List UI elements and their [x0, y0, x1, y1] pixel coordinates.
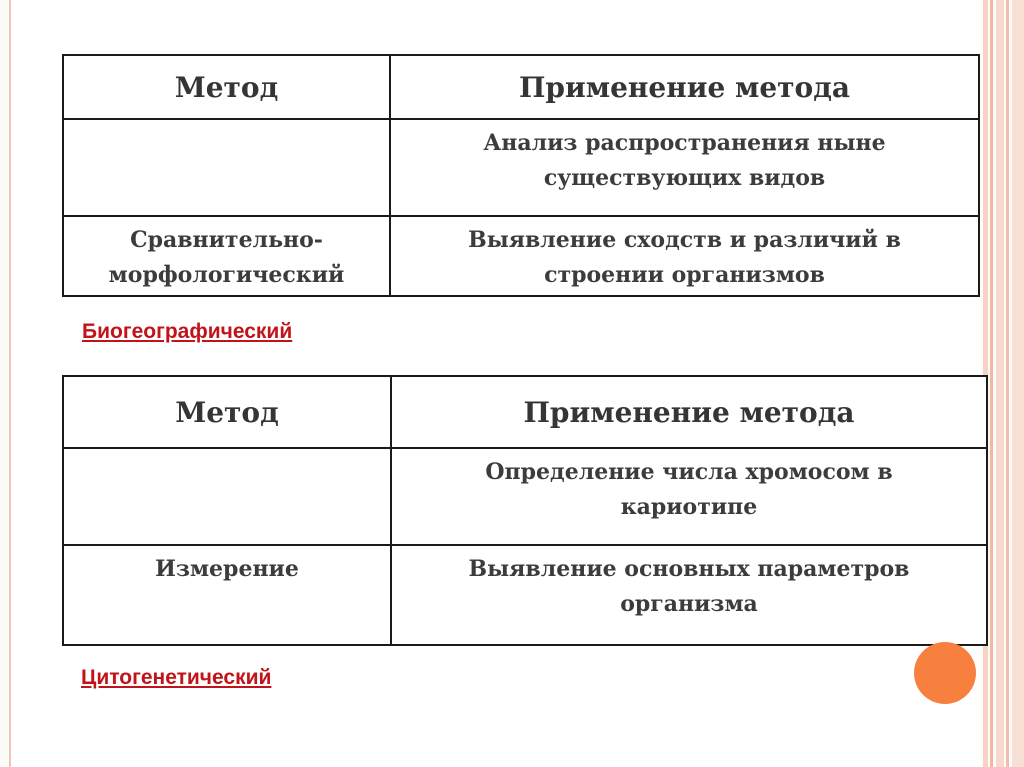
application-cell: Анализ распространения ныне существующих видов [390, 119, 979, 216]
method-cell: Сравнительно-морфологический [63, 216, 390, 296]
decorative-stripe [1012, 0, 1024, 767]
method-cell: Измерение [63, 545, 391, 645]
method-cell-empty [63, 448, 391, 545]
decorative-stripe [996, 0, 1004, 767]
table-row [63, 119, 979, 216]
decorative-circle [914, 642, 976, 704]
table-row [63, 545, 987, 645]
header-method: Метод [63, 376, 391, 448]
methods-table-2 [62, 375, 988, 646]
methods-table-1 [62, 54, 980, 297]
header-method: Метод [63, 55, 390, 119]
answer-label-2: Цитогенетический [81, 666, 272, 689]
answer-label-1: Биогеографический [82, 320, 293, 343]
table-row [63, 448, 987, 545]
table-header-row [63, 376, 987, 448]
decorative-stripe [990, 0, 993, 767]
application-cell: Выявление сходств и различий в строении организмов [390, 216, 979, 296]
application-cell: Выявление основных параметров организма [391, 545, 987, 645]
decorative-stripe [1006, 0, 1009, 767]
header-application: Применение метода [390, 55, 979, 119]
method-cell-empty [63, 119, 390, 216]
header-application: Применение метода [391, 376, 987, 448]
application-cell: Определение числа хромосом в кариотипе [391, 448, 987, 545]
table-row [63, 216, 979, 296]
table-header-row [63, 55, 979, 119]
